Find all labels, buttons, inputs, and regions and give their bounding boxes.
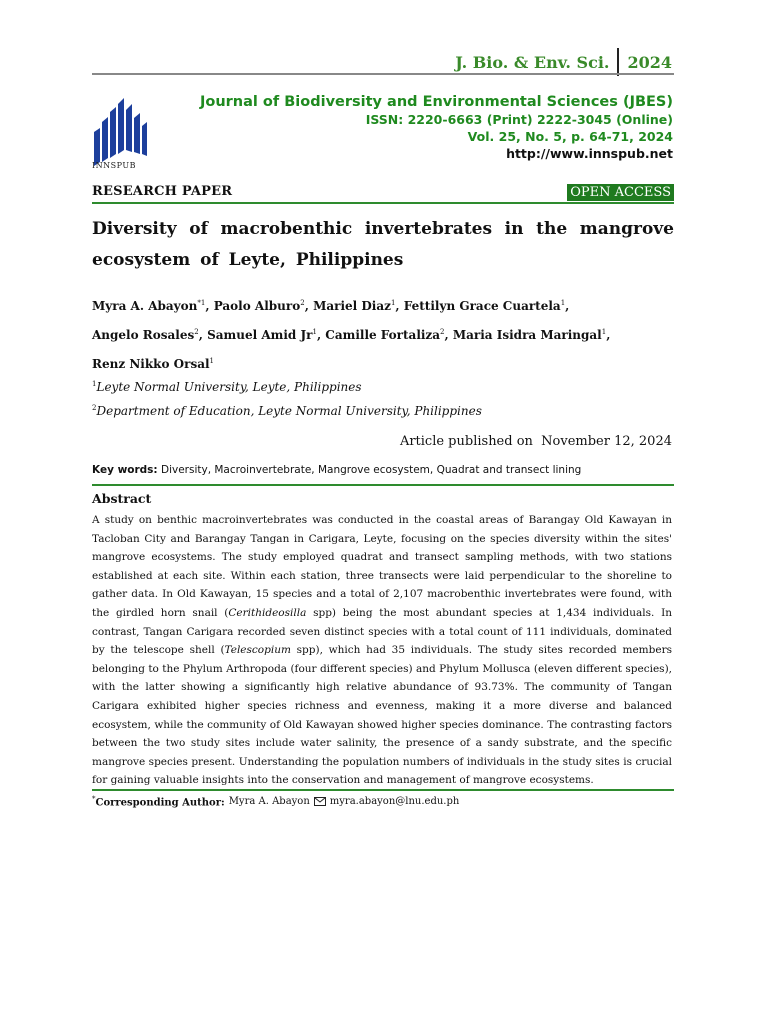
abstract-rule (92, 789, 674, 791)
author-name: Samuel Amid Jr (207, 328, 313, 342)
abstract-part-1: A study on benthic macroinvertebrates was conducted in the coastal areas of Barangay Old Kawayan in Tacloban City and Barangay Tangan in Carigara, Leyte, focusing on the species diversity within the sites' mangrove ecosystems. The study employed quadrat and transect sampling methods, with two stations established at each site. Within each station, three transects were laid perpendicular to the shoreline to gather data. In Old Kawayan, 15 species and a total of 2,107 macrobenthic invertebrates were found, with the girdled horn snail ( (92, 514, 672, 619)
author-affiliation-sup: 2 (300, 299, 305, 307)
abstract-heading: Abstract (92, 491, 152, 506)
author-name: Paolo Alburo (213, 299, 301, 313)
species-name-2: Telescopium (224, 644, 291, 657)
running-journal-abbrev: J. Bio. & Env. Sci. (455, 52, 610, 72)
abstract-part-3: spp), which had 35 individuals. The study sites recorded members belonging to the Phylum Arthropoda (four different species) and Phylum Mollusca (eleven different species), with the latter showing a significantly high relative abundance of 93.73%. The community of Tangan Carigara exhibited higher species richness and evenness, making it a more diverse and balanced ecosystem, while the community of Old Kawayan showed higher species dominance. The contrasting factors between the two study sites include water salinity, the presence of a sandy substrate, and the specific mangrove species present. Understanding the population numbers of individuals in the study sites is crucial for gaining valuable insights into the conservation and management of mangrove ecosystems. (92, 644, 672, 787)
author-affiliation-sup: 1 (312, 328, 317, 336)
journal-issn: ISSN: 2220-6663 (Print) 2222-3045 (Online) (365, 112, 673, 127)
author-name: Maria Isidra Maringal (452, 328, 602, 342)
keywords-rule (92, 484, 674, 486)
paper-type-row (92, 184, 674, 204)
journal-url[interactable]: http://www.innspub.net (506, 146, 673, 161)
abstract-body (92, 511, 672, 790)
author-name: Fettilyn Grace Cuartela (403, 299, 561, 313)
corresponding-sup: * (92, 795, 96, 803)
publisher-label: INNSPUB (92, 161, 137, 170)
journal-info (200, 94, 673, 162)
header-rule (92, 73, 674, 75)
mail-icon (314, 797, 326, 806)
corresponding-email[interactable]: myra.abayon@lnu.edu.ph (329, 796, 460, 808)
author-affiliation-sup: *1 (197, 299, 206, 307)
author-list: Myra A. Abayon$^{*1}$, Paolo Alburo$^2$, Mariel Diaz$^1$, Fettilyn Grace Cuartela$^1$, Angelo Rosales$^2$, Samuel Amid Jr$^1$, Camille Fortaliza$^2$, Maria Isidra Maringal$^1$, Renz Nikko Orsal$^1$ (92, 299, 611, 371)
author-affiliation-sup: 1 (601, 328, 607, 336)
affiliation-2 (92, 404, 482, 418)
author-affiliation-sup: 2 (194, 328, 199, 336)
affiliation-1-text: Leyte Normal University, Leyte, Philippines (96, 380, 362, 394)
paper-type: RESEARCH PAPER (92, 184, 233, 199)
author-name: Camille Fortaliza (325, 328, 441, 342)
species-name-1: Cerithideosilla (228, 606, 307, 619)
author-affiliation-sup: 2 (440, 328, 445, 336)
author-name: Mariel Diaz (313, 299, 391, 313)
running-header (455, 48, 672, 76)
author-affiliation-sup: 1 (560, 299, 566, 307)
affiliation-2-sup: 2 (92, 404, 97, 412)
header-separator (617, 48, 619, 76)
corresponding-author (92, 795, 459, 808)
open-access-badge: OPEN ACCESS (567, 184, 674, 201)
keywords (92, 464, 581, 476)
publication-date: Article published on November 12, 2024 (399, 434, 672, 449)
corresponding-label: Corresponding Author: (95, 797, 225, 809)
author-name: Myra A. Abayon (92, 299, 198, 313)
affiliation-1-sup: 1 (92, 380, 97, 388)
journal-name: Journal of Biodiversity and Environmental Sciences (JBES) (199, 94, 673, 110)
abstract-part-2: spp) being the most abundant species at 1,434 individuals. In contrast, Tangan Carigara recorded seven distinct species with a total count of 111 individuals, dominated by the telescope shell ( (92, 606, 672, 657)
affiliation-2-text: Department of Education, Leyte Normal University, Philippines (96, 404, 482, 418)
keywords-text: Diversity, Macroinvertebrate, Mangrove ecosystem, Quadrat and transect lining (160, 464, 582, 476)
paper-title: Diversity of macrobenthic invertebrates in the mangrove ecosystem of Leyte, Philippines (92, 219, 674, 270)
running-year: 2024 (627, 52, 672, 72)
author-affiliation-sup: 1 (390, 299, 396, 307)
journal-volume: Vol. 25, No. 5, p. 64-71, 2024 (467, 129, 673, 144)
author-affiliation-sup: 1 (209, 357, 214, 365)
keywords-label: Key words: (92, 464, 158, 476)
author-name: Angelo Rosales (92, 328, 195, 342)
author-name: Renz Nikko Orsal (92, 357, 210, 371)
corresponding-name: Myra A. Abayon (228, 796, 310, 808)
affiliation-1 (92, 380, 362, 394)
